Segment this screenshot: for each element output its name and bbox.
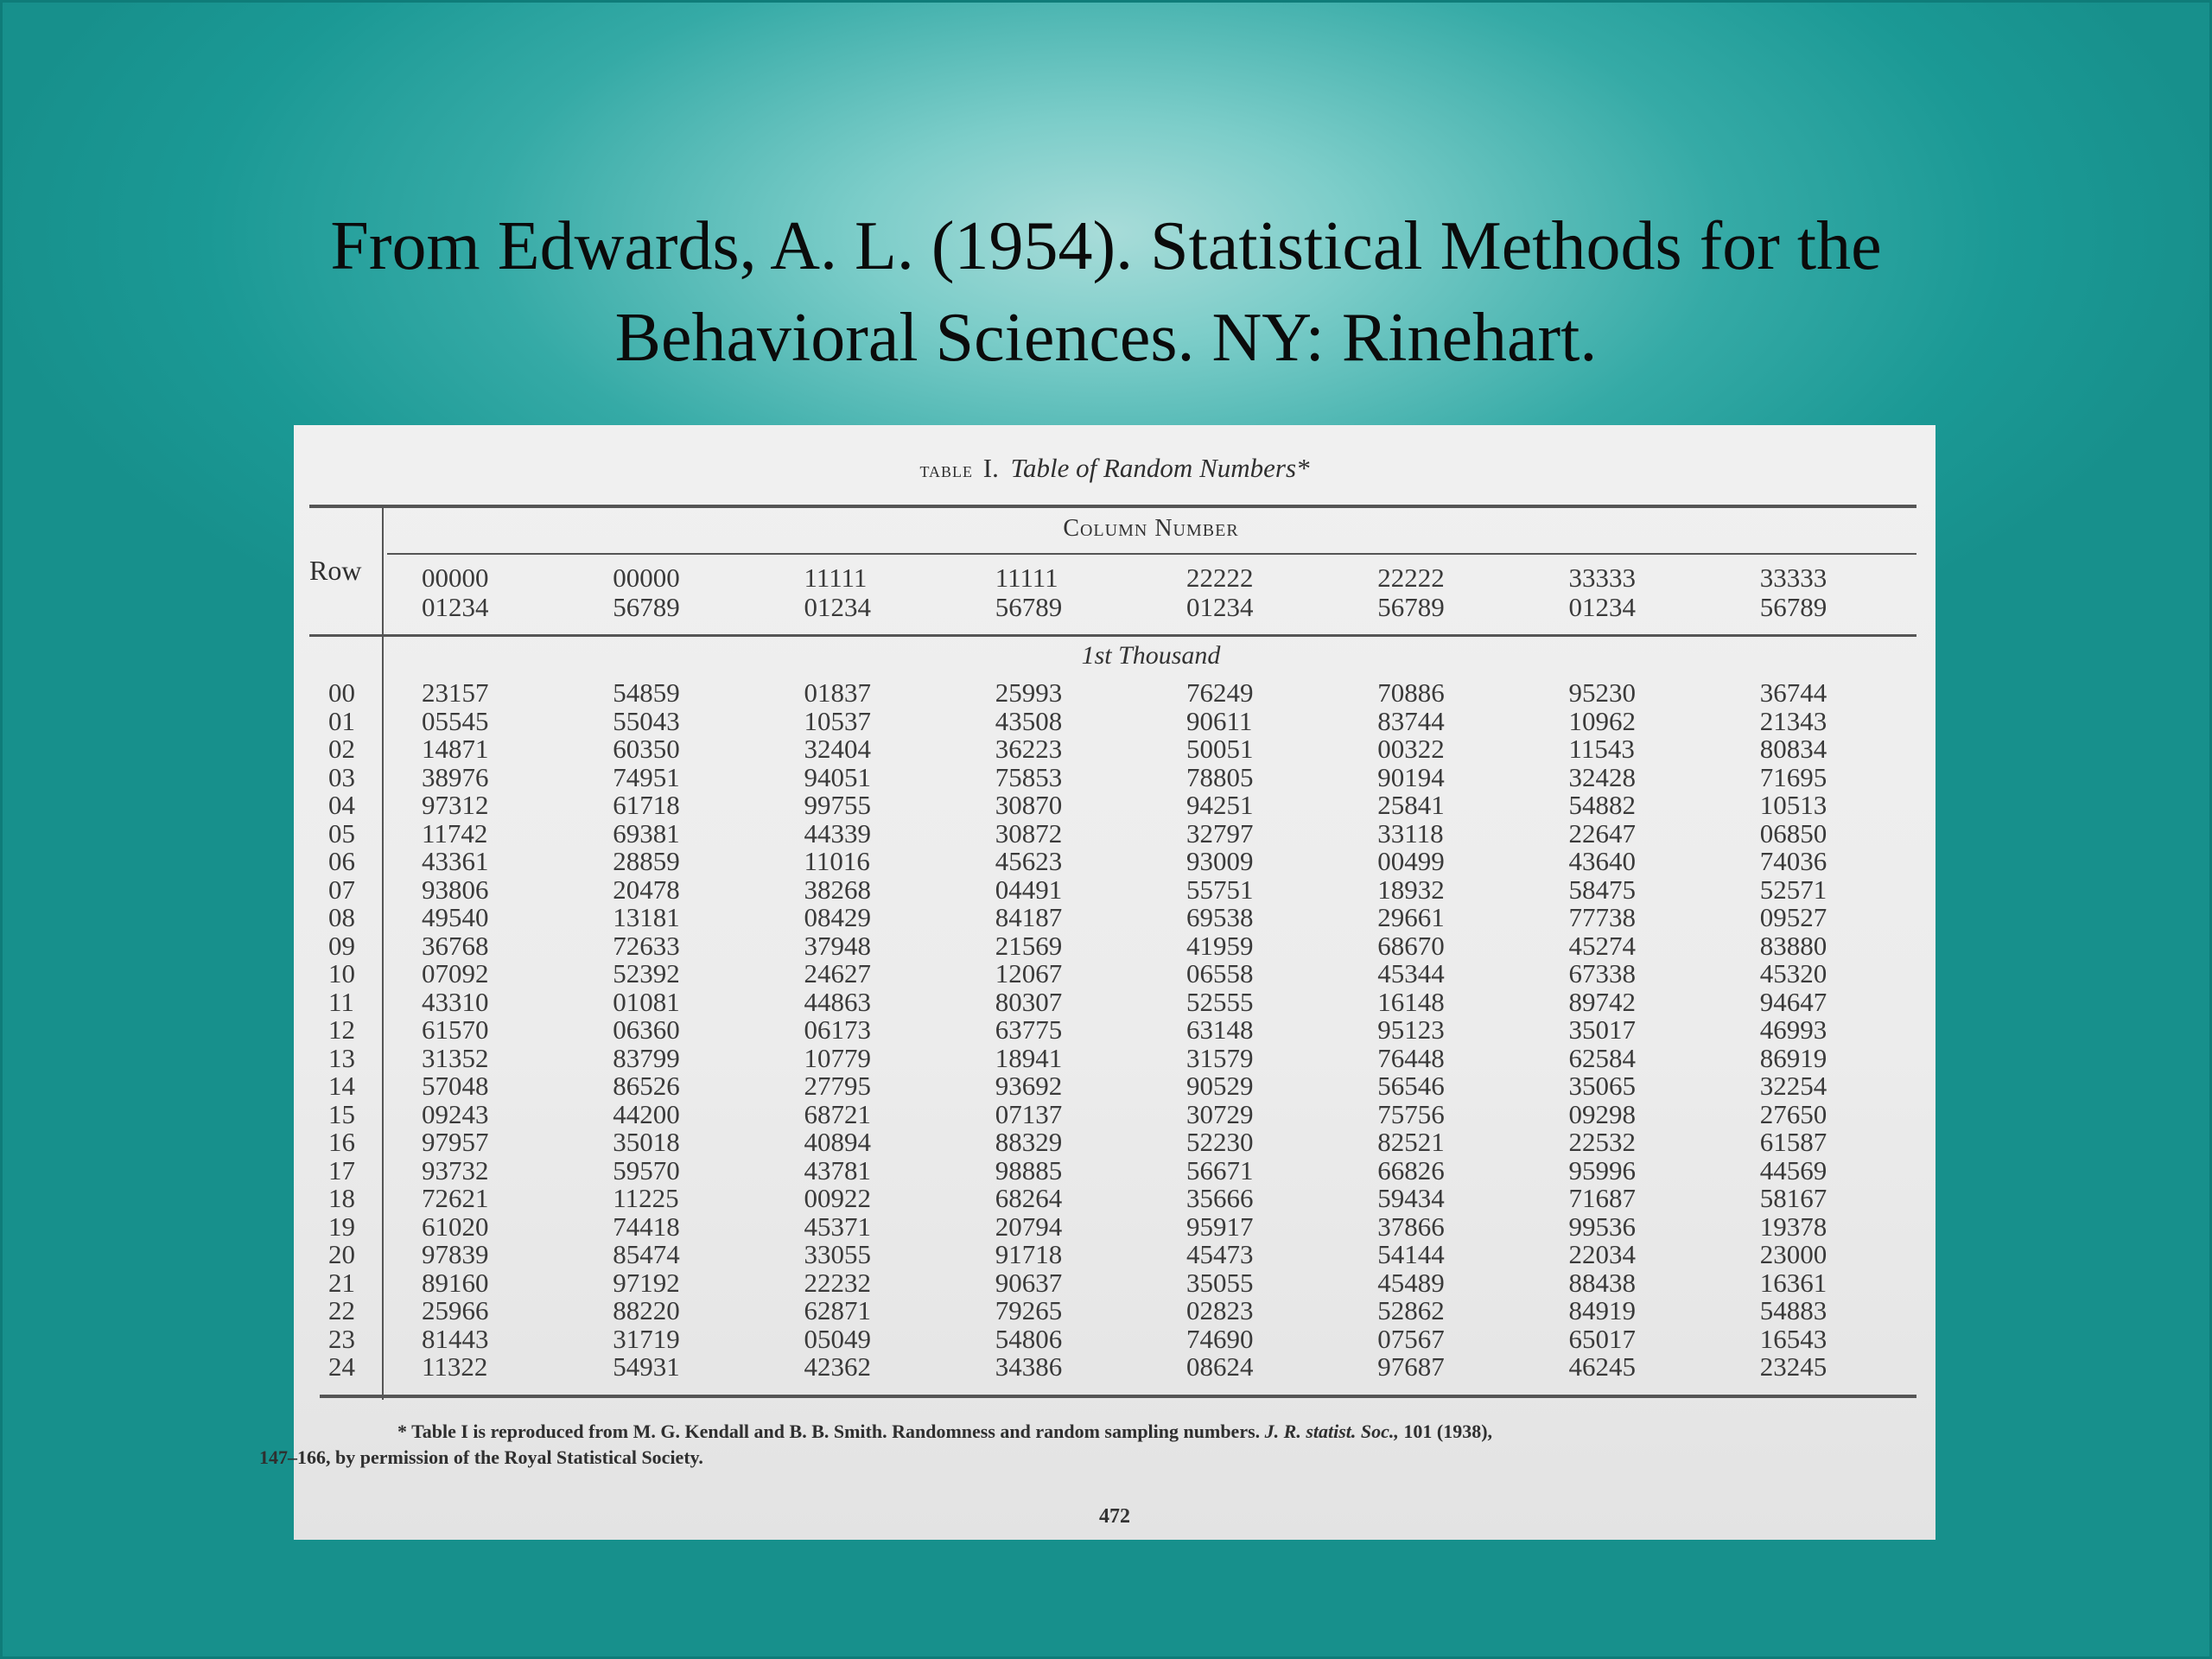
table-footnote — [259, 1419, 1910, 1471]
table-cell: 88220 — [613, 1295, 680, 1325]
table-cell: 95996 — [1568, 1154, 1636, 1185]
row-label: 02 — [328, 734, 355, 764]
table-cell: 13181 — [613, 902, 680, 932]
column-header-top: 11111 — [995, 563, 1058, 593]
table-cell: 09243 — [422, 1098, 489, 1129]
table-cell: 93806 — [422, 874, 489, 905]
table-cell: 58475 — [1568, 874, 1636, 905]
table-cell: 50051 — [1186, 734, 1254, 764]
table-cell: 06360 — [613, 1014, 680, 1045]
table-cell: 77738 — [1568, 902, 1636, 932]
table-cell: 00322 — [1377, 734, 1445, 764]
table-cell: 95230 — [1568, 677, 1636, 708]
table-cell: 25841 — [1377, 790, 1445, 820]
column-header-top: 33333 — [1759, 563, 1827, 593]
column-header-top: 33333 — [1568, 563, 1636, 593]
table-cell: 74418 — [613, 1211, 680, 1242]
table-cell: 43310 — [422, 986, 489, 1017]
table-cell: 45473 — [1186, 1239, 1254, 1269]
table-cell: 97839 — [422, 1239, 489, 1269]
row-label: 20 — [328, 1239, 355, 1269]
table-cell: 16148 — [1377, 986, 1445, 1017]
table-cell: 61020 — [422, 1211, 489, 1242]
table-cell: 78805 — [1186, 761, 1254, 792]
table-cell: 22532 — [1568, 1127, 1636, 1157]
table-cell: 72621 — [422, 1183, 489, 1213]
column-header — [613, 563, 680, 622]
table-cell: 35666 — [1186, 1183, 1254, 1213]
table-cell: 83799 — [613, 1042, 680, 1073]
table-cell: 41959 — [1186, 930, 1254, 961]
footnote-line-2: 147–166, by permission of the Royal Statistical Society. — [259, 1446, 703, 1468]
table-cell: 06850 — [1759, 817, 1827, 849]
table-cell: 06173 — [804, 1014, 871, 1045]
table-cell: 83880 — [1759, 930, 1827, 961]
table-cell: 38268 — [804, 874, 871, 905]
table-cell: 28859 — [613, 846, 680, 876]
table-cell: 93009 — [1186, 846, 1254, 876]
column-header-bottom: 56789 — [995, 592, 1063, 622]
table-cell: 44863 — [804, 986, 871, 1017]
table-cell: 08429 — [804, 902, 871, 932]
table-cell: 00922 — [804, 1183, 871, 1213]
table-cell: 52392 — [613, 958, 680, 988]
data-column — [1569, 679, 1637, 1382]
table-cell: 32254 — [1759, 1071, 1827, 1101]
row-label: 09 — [328, 930, 355, 961]
table-cell: 43781 — [804, 1154, 871, 1185]
table-cell: 52555 — [1186, 986, 1254, 1017]
data-column — [422, 679, 489, 1382]
table-cell: 11322 — [422, 1351, 488, 1382]
table-cell: 45344 — [1377, 958, 1445, 988]
table-cell: 20478 — [613, 874, 680, 905]
column-header — [1186, 563, 1254, 622]
table-cell: 18932 — [1377, 874, 1445, 905]
table-cell: 22647 — [1568, 817, 1636, 849]
table-cell: 65017 — [1568, 1323, 1636, 1354]
table-cell: 99755 — [804, 790, 871, 820]
table-cell: 66826 — [1377, 1154, 1445, 1185]
table-cell: 98885 — [995, 1154, 1063, 1185]
footnote-text: * Table I is reproduced from M. G. Kendall and B. B. Smith. Randomness and random sampling numbers. — [397, 1421, 1261, 1442]
table-cell: 63775 — [995, 1014, 1063, 1045]
table-cell: 10779 — [804, 1042, 871, 1073]
table-cell: 49540 — [422, 902, 489, 932]
row-label: 05 — [328, 817, 355, 849]
table-cell: 59434 — [1377, 1183, 1445, 1213]
table-cell: 27650 — [1759, 1098, 1827, 1129]
row-label: 22 — [328, 1295, 355, 1325]
table-cell: 18941 — [995, 1042, 1063, 1073]
table-cell: 83744 — [1377, 705, 1445, 736]
table-cell: 36223 — [995, 734, 1063, 764]
table-cell: 35065 — [1568, 1071, 1636, 1101]
table-cell: 74036 — [1759, 846, 1827, 876]
column-header-bottom: 01234 — [422, 592, 489, 622]
table-cell: 01837 — [804, 677, 871, 708]
table-cell: 35055 — [1186, 1267, 1254, 1298]
column-header-bottom: 01234 — [1186, 592, 1254, 622]
table-cell: 81443 — [422, 1323, 489, 1354]
table-cell: 71695 — [1759, 761, 1827, 792]
row-column-divider — [382, 505, 384, 1400]
table-cell: 10962 — [1568, 705, 1636, 736]
table-cell: 19378 — [1759, 1211, 1827, 1242]
column-header — [422, 563, 489, 622]
table-cell: 30729 — [1186, 1098, 1254, 1129]
table-cell: 11742 — [422, 817, 488, 849]
table-cell: 76448 — [1377, 1042, 1445, 1073]
column-header-top: 11111 — [804, 563, 868, 593]
table-cell: 90529 — [1186, 1071, 1254, 1101]
table-cell: 55043 — [613, 705, 680, 736]
table-cell: 07567 — [1377, 1323, 1445, 1354]
table-cell: 25966 — [422, 1295, 489, 1325]
column-header-top: 00000 — [613, 563, 680, 593]
table-cell: 04491 — [995, 874, 1063, 905]
column-header — [995, 563, 1063, 622]
table-cell: 34386 — [995, 1351, 1063, 1382]
table-cell: 16361 — [1759, 1267, 1827, 1298]
table-cell: 36768 — [422, 930, 489, 961]
table-cell: 90611 — [1186, 705, 1253, 736]
table-cell: 23000 — [1759, 1239, 1827, 1269]
table-cell: 43640 — [1568, 846, 1636, 876]
page-number: 472 — [1099, 1505, 1130, 1528]
row-label: 13 — [328, 1042, 355, 1073]
column-header — [1377, 563, 1445, 622]
table-cell: 36744 — [1759, 677, 1827, 708]
table-cell: 11543 — [1568, 734, 1635, 764]
slide-title-line-1: From Edwards, A. L. (1954). Statistical Methods for the — [330, 208, 1882, 284]
row-labels — [328, 679, 355, 1382]
table-cell: 93692 — [995, 1071, 1063, 1101]
column-header-bottom: 01234 — [1568, 592, 1636, 622]
table-cell: 71687 — [1568, 1183, 1636, 1213]
table-cell: 52230 — [1186, 1127, 1254, 1157]
table-cell: 85474 — [613, 1239, 680, 1269]
table-cell: 67338 — [1568, 958, 1636, 988]
row-label: 08 — [328, 902, 355, 932]
table-cell: 05049 — [804, 1323, 871, 1354]
table-cell: 86919 — [1759, 1042, 1827, 1073]
table-cell: 88329 — [995, 1127, 1063, 1157]
table-cell: 46245 — [1568, 1351, 1636, 1382]
row-label: 12 — [328, 1014, 355, 1045]
table-cell: 22232 — [804, 1267, 871, 1298]
table-cell: 43361 — [422, 846, 489, 876]
caption-number: I. — [982, 453, 999, 483]
table-cell: 97192 — [613, 1267, 680, 1298]
table-cell: 94251 — [1186, 790, 1254, 820]
row-label: 01 — [328, 705, 355, 736]
table-cell: 59570 — [613, 1154, 680, 1185]
table-cell: 11225 — [613, 1183, 679, 1213]
row-label: 19 — [328, 1211, 355, 1242]
table-cell: 09298 — [1568, 1098, 1636, 1129]
footnote-volume: 101 (1938), — [1403, 1421, 1493, 1442]
table-cell: 54806 — [995, 1323, 1063, 1354]
table-cell: 07092 — [422, 958, 489, 988]
table-cell: 61570 — [422, 1014, 489, 1045]
data-column — [995, 679, 1063, 1382]
row-label: 21 — [328, 1267, 355, 1298]
table-cell: 91718 — [995, 1239, 1063, 1269]
table-cell: 70886 — [1377, 677, 1445, 708]
row-label: 17 — [328, 1154, 355, 1185]
row-label: 10 — [328, 958, 355, 988]
slide-title — [173, 200, 2039, 384]
table-cell: 97957 — [422, 1127, 489, 1157]
column-header — [1569, 563, 1637, 622]
table-cell: 45489 — [1377, 1267, 1445, 1298]
table-cell: 76249 — [1186, 677, 1254, 708]
table-cell: 68721 — [804, 1098, 871, 1129]
top-rule — [309, 505, 1916, 508]
caption-prefix: table — [919, 459, 974, 482]
row-label: 23 — [328, 1323, 355, 1354]
table-cell: 29661 — [1377, 902, 1445, 932]
table-cell: 32404 — [804, 734, 871, 764]
table-cell: 93732 — [422, 1154, 489, 1185]
row-label: 24 — [328, 1351, 355, 1382]
table-cell: 95917 — [1186, 1211, 1254, 1242]
table-cell: 01081 — [613, 986, 680, 1017]
table-cell: 24627 — [804, 958, 871, 988]
table-cell: 54144 — [1377, 1239, 1445, 1269]
table-cell: 56546 — [1377, 1071, 1445, 1101]
table-cell: 68670 — [1377, 930, 1445, 961]
table-cell: 99536 — [1568, 1211, 1636, 1242]
table-cell: 97312 — [422, 790, 489, 820]
table-cell: 72633 — [613, 930, 680, 961]
column-header-top: 22222 — [1377, 563, 1445, 593]
table-cell: 45623 — [995, 846, 1063, 876]
data-column — [804, 679, 872, 1382]
column-header — [1760, 563, 1827, 622]
row-label: 11 — [328, 986, 354, 1017]
table-cell: 40894 — [804, 1127, 871, 1157]
table-cell: 35018 — [613, 1127, 680, 1157]
table-cell: 63148 — [1186, 1014, 1254, 1045]
column-header-bottom: 56789 — [1377, 592, 1445, 622]
table-caption — [294, 453, 1936, 484]
table-cell: 74951 — [613, 761, 680, 792]
table-cell: 60350 — [613, 734, 680, 764]
table-cell: 27795 — [804, 1071, 871, 1101]
table-cell: 12067 — [995, 958, 1063, 988]
table-cell: 89160 — [422, 1267, 489, 1298]
caption-title: Table of Random Numbers* — [1010, 453, 1310, 483]
column-header-bottom: 56789 — [1759, 592, 1827, 622]
table-cell: 10513 — [1759, 790, 1827, 820]
table-cell: 31579 — [1186, 1042, 1254, 1073]
table-cell: 44200 — [613, 1098, 680, 1129]
table-cell: 54882 — [1568, 790, 1636, 820]
column-group-rule — [387, 553, 1916, 555]
table-cell: 62584 — [1568, 1042, 1636, 1073]
table-cell: 75853 — [995, 761, 1063, 792]
table-cell: 84919 — [1568, 1295, 1636, 1325]
table-cell: 44569 — [1759, 1154, 1827, 1185]
table-cell: 10537 — [804, 705, 871, 736]
row-label: 07 — [328, 874, 355, 905]
table-cell: 09527 — [1759, 902, 1827, 932]
table-cell: 97687 — [1377, 1351, 1445, 1382]
table-cell: 21569 — [995, 930, 1063, 961]
column-header-top: 22222 — [1186, 563, 1254, 593]
table-cell: 02823 — [1186, 1295, 1254, 1325]
data-column — [613, 679, 680, 1382]
table-cell: 90194 — [1377, 761, 1445, 792]
table-cell: 89742 — [1568, 986, 1636, 1017]
table-cell: 33055 — [804, 1239, 871, 1269]
row-label: 14 — [328, 1071, 355, 1101]
table-cell: 52571 — [1759, 874, 1827, 905]
table-cell: 35017 — [1568, 1014, 1636, 1045]
table-cell: 54931 — [613, 1351, 680, 1382]
table-cell: 45320 — [1759, 958, 1827, 988]
table-cell: 44339 — [804, 817, 871, 849]
table-cell: 06558 — [1186, 958, 1254, 988]
table-cell: 84187 — [995, 902, 1063, 932]
footnote-journal: J. R. statist. Soc., — [1264, 1421, 1399, 1442]
table-cell: 61718 — [613, 790, 680, 820]
table-cell: 54883 — [1759, 1295, 1827, 1325]
table-cell: 94647 — [1759, 986, 1827, 1017]
table-cell: 45274 — [1568, 930, 1636, 961]
table-cell: 82521 — [1377, 1127, 1445, 1157]
table-cell: 08624 — [1186, 1351, 1254, 1382]
table-cell: 62871 — [804, 1295, 871, 1325]
table-cell: 80834 — [1759, 734, 1827, 764]
table-cell: 32797 — [1186, 817, 1254, 849]
table-cell: 16543 — [1759, 1323, 1827, 1354]
table-cell: 05545 — [422, 705, 489, 736]
bottom-rule — [320, 1395, 1916, 1398]
table-cell: 79265 — [995, 1295, 1063, 1325]
table-cell: 22034 — [1568, 1239, 1636, 1269]
data-column — [1186, 679, 1254, 1382]
table-cell: 69381 — [613, 817, 680, 849]
data-column — [1377, 679, 1445, 1382]
table-cell: 61587 — [1759, 1127, 1827, 1157]
table-cell: 95123 — [1377, 1014, 1445, 1045]
table-cell: 25993 — [995, 677, 1063, 708]
table-cell: 33118 — [1377, 817, 1444, 849]
table-cell: 94051 — [804, 761, 871, 792]
table-cell: 56671 — [1186, 1154, 1254, 1185]
section-label: 1st Thousand — [1081, 641, 1221, 670]
table-cell: 45371 — [804, 1211, 871, 1242]
table-cell: 31719 — [613, 1323, 680, 1354]
table-cell: 37948 — [804, 930, 871, 961]
table-cell: 23245 — [1759, 1351, 1827, 1382]
column-header-top: 00000 — [422, 563, 489, 593]
table-cell: 88438 — [1568, 1267, 1636, 1298]
table-cell: 11016 — [804, 846, 870, 876]
table-cell: 58167 — [1759, 1183, 1827, 1213]
table-cell: 52862 — [1377, 1295, 1445, 1325]
table-cell: 14871 — [422, 734, 489, 764]
table-cell: 31352 — [422, 1042, 489, 1073]
header-bottom-rule — [309, 634, 1916, 637]
row-label: 03 — [328, 761, 355, 792]
table-cell: 57048 — [422, 1071, 489, 1101]
table-cell: 69538 — [1186, 902, 1254, 932]
table-cell: 20794 — [995, 1211, 1063, 1242]
row-label: 06 — [328, 846, 355, 876]
table-cell: 30872 — [995, 817, 1063, 849]
column-number-heading: Column Number — [1063, 515, 1239, 542]
table-cell: 23157 — [422, 677, 489, 708]
row-header: Row — [309, 555, 362, 586]
table-cell: 68264 — [995, 1183, 1063, 1213]
table-cell: 42362 — [804, 1351, 871, 1382]
column-header-bottom: 01234 — [804, 592, 871, 622]
column-header-bottom: 56789 — [613, 592, 680, 622]
table-cell: 21343 — [1759, 705, 1827, 736]
table-cell: 86526 — [613, 1071, 680, 1101]
table-cell: 54859 — [613, 677, 680, 708]
row-label: 15 — [328, 1098, 355, 1129]
table-cell: 38976 — [422, 761, 489, 792]
table-cell: 74690 — [1186, 1323, 1254, 1354]
scanned-table-image — [259, 425, 1936, 1540]
table-cell: 55751 — [1186, 874, 1254, 905]
table-cell: 90637 — [995, 1267, 1063, 1298]
table-cell: 46993 — [1759, 1014, 1827, 1045]
table-cell: 30870 — [995, 790, 1063, 820]
table-cell: 75756 — [1377, 1098, 1445, 1129]
table-cell: 43508 — [995, 705, 1063, 736]
column-header — [804, 563, 872, 622]
row-label: 18 — [328, 1183, 355, 1213]
row-label: 16 — [328, 1127, 355, 1157]
data-column — [1760, 679, 1827, 1382]
slide-title-line-2: Behavioral Sciences. NY: Rinehart. — [614, 300, 1598, 376]
table-cell: 37866 — [1377, 1211, 1445, 1242]
table-cell: 80307 — [995, 986, 1063, 1017]
table-cell: 32428 — [1568, 761, 1636, 792]
table-cell: 00499 — [1377, 846, 1445, 876]
table-cell: 07137 — [995, 1098, 1063, 1129]
row-label: 04 — [328, 790, 355, 820]
row-label: 00 — [328, 677, 355, 708]
